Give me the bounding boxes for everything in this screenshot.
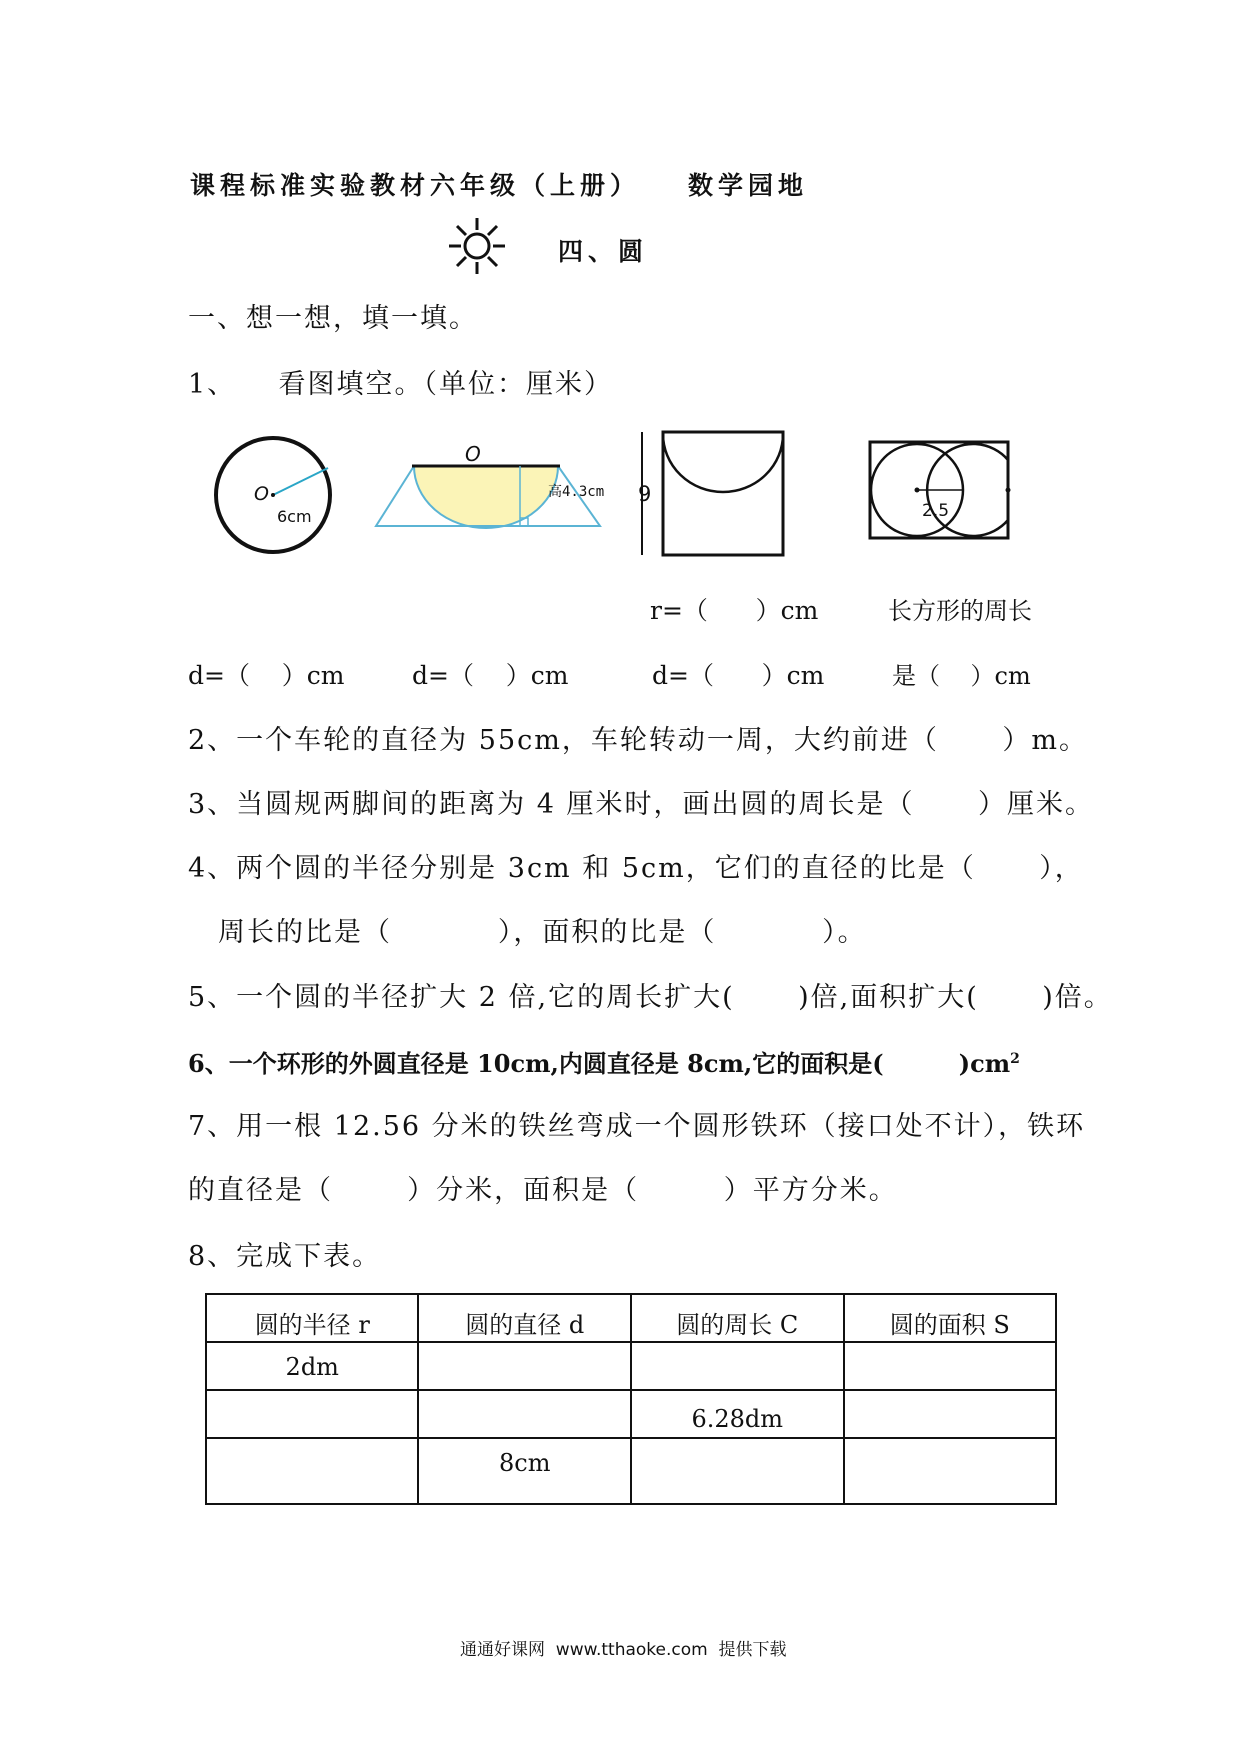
table-cell xyxy=(844,1342,1056,1390)
figure-square-semicircle xyxy=(632,424,792,560)
fig4-radius-label: 2.5 xyxy=(922,501,950,521)
table-cell xyxy=(631,1438,844,1504)
table-cell: 6.28dm xyxy=(631,1390,844,1438)
table-row xyxy=(206,1438,1056,1504)
table-cell xyxy=(418,1342,630,1390)
circle-table xyxy=(205,1293,1057,1505)
figure-rectangle-two-circles xyxy=(864,438,1016,544)
question-6-superscript: 2 xyxy=(1010,1051,1020,1067)
question-6 xyxy=(188,1044,1020,1079)
table-row xyxy=(206,1390,1056,1438)
doc-title: 课程标准实验教材六年级（上册） xyxy=(190,171,641,200)
fig3-side-label: 9 xyxy=(638,482,652,506)
fig2-center-label: O xyxy=(465,442,481,466)
question-5: 5、一个圆的半径扩大 2 倍,它的周长扩大( )倍,面积扩大( )倍。 xyxy=(188,982,1113,1013)
table-header-cell: 圆的直径 d xyxy=(418,1294,630,1342)
question-8: 8、完成下表。 xyxy=(188,1241,382,1272)
diameter-blank-1: d=（ ）cm xyxy=(188,661,345,690)
sun-icon xyxy=(447,216,507,276)
table-header-row xyxy=(206,1294,1056,1342)
table-cell xyxy=(844,1438,1056,1504)
table-header-cell: 圆的面积 S xyxy=(844,1294,1056,1342)
section-heading: 一、想一想，填一填。 xyxy=(188,303,478,334)
fig1-radius-label: 6cm xyxy=(277,507,312,526)
table-cell xyxy=(418,1390,630,1438)
question-4-line-1: 4、两个圆的半径分别是 3cm 和 5cm，它们的直径的比是（ ）， xyxy=(188,853,1084,884)
diameter-blank-3: d=（ ）cm xyxy=(652,661,825,690)
table-cell xyxy=(206,1390,418,1438)
figure-circle xyxy=(210,432,336,558)
table-row xyxy=(206,1342,1056,1390)
question-1: 1、 看图填空。（单位：厘米） xyxy=(188,369,614,400)
perimeter-blank: 是（ ）cm xyxy=(892,662,1031,690)
table-cell xyxy=(844,1390,1056,1438)
table-header-cell: 圆的周长 C xyxy=(631,1294,844,1342)
question-6-text: 6、一个环形的外圆直径是 10cm,内圆直径是 8cm,它的面积是( )cm xyxy=(188,1049,1011,1078)
diameter-blank-2: d=（ ）cm xyxy=(412,661,569,690)
fig2-height-label: 高4.3cm xyxy=(548,484,605,500)
table-header-cell: 圆的半径 r xyxy=(206,1294,418,1342)
question-7-line-1: 7、用一根 12.56 分米的铁丝弯成一个圆形铁环（接口处不计），铁环 xyxy=(188,1111,1086,1142)
table-cell xyxy=(631,1342,844,1390)
doc-subtitle: 数学园地 xyxy=(688,171,809,200)
fig1-center-label: O xyxy=(254,483,269,505)
chapter-title: 四、圆 xyxy=(558,237,649,266)
question-2: 2、一个车轮的直径为 55cm，车轮转动一周，大约前进（ ）m。 xyxy=(188,725,1088,756)
question-4-line-2: 周长的比是（ ），面积的比是（ ）。 xyxy=(218,917,867,948)
rect-perimeter-label: 长方形的周长 xyxy=(888,597,1032,625)
radius-blank: r=（ ）cm xyxy=(650,596,819,625)
question-7-line-2: 的直径是（ ）分米，面积是（ ）平方分米。 xyxy=(188,1175,898,1206)
table-cell: 8cm xyxy=(418,1438,630,1504)
footer-text: 通通好课网 www.tthaoke.com 提供下载 xyxy=(460,1640,787,1660)
table-cell xyxy=(206,1438,418,1504)
table-cell: 2dm xyxy=(206,1342,418,1390)
question-3: 3、当圆规两脚间的距离为 4 厘米时，画出圆的周长是（ ）厘米。 xyxy=(188,789,1095,820)
